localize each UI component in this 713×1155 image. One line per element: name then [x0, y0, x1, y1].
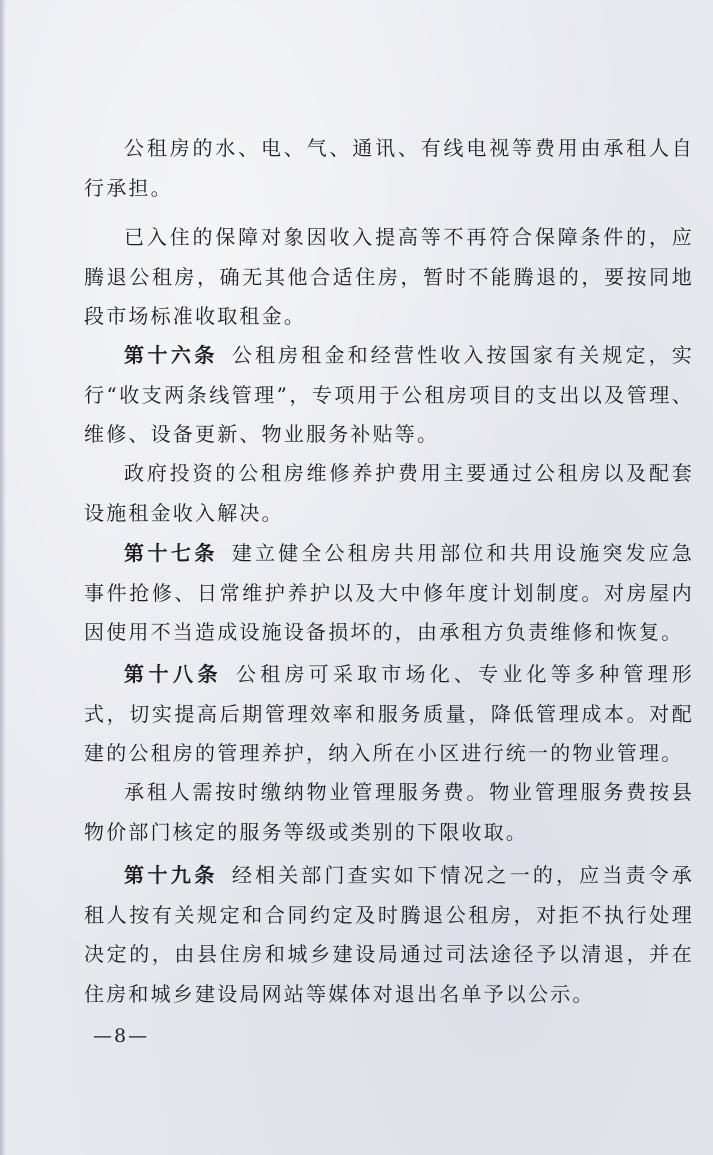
paragraph-maintenance-funding — [84, 454, 694, 533]
paragraph-text: 政府投资的公租房维修养护费用主要通过公租房以及配套设施租金收入解决。 — [84, 461, 694, 525]
article-label: 第十八条 — [124, 662, 223, 686]
article-label: 第十六条 — [124, 343, 218, 367]
page-number: —8— — [93, 1025, 150, 1047]
page-edge-shadow — [0, 0, 6, 1155]
article-16 — [84, 336, 694, 455]
paragraph-text: 建立健全公租房共用部位和共用设施突发应急事件抢修、日常维护养护以及大中修年度计划制度。对房屋内因使用不当造成设施设备损坏的，由承租方负责维修和恢复。 — [84, 541, 695, 644]
article-label: 第十七条 — [124, 541, 218, 565]
paragraph-text: 经相关部门查实如下情况之一的，应当责令承租人按有关规定和合同约定及时腾退公租房，对拒不执行处理决定的，由县住房和城乡建设局通过司法途径予以清退，并在住房和城乡建设局网站等媒体对退出名单予以公示。 — [84, 863, 695, 1006]
paragraph-text: 公租房可采取市场化、专业化等多种管理形式，切实提高后期管理效率和服务质量，降低管理成本。对配建的公租房的管理养护，纳入所在小区进行统一的物业管理。 — [84, 662, 694, 765]
paragraph-vacate-housing — [84, 218, 694, 337]
paragraph-text: 承租人需按时缴纳物业管理服务费。物业管理服务费按县物价部门核定的服务等级或类别的下限收取。 — [84, 780, 694, 844]
paragraph-utility-costs — [84, 129, 694, 208]
paragraph-text: 公租房租金和经营性收入按国家有关规定，实行“收支两条线管理”，专项用于公租房项目的支出以及管理、维修、设备更新、物业服务补贴等。 — [84, 343, 695, 446]
paragraph-property-fee — [84, 773, 694, 852]
article-17 — [84, 534, 694, 653]
paragraph-text: 已入住的保障对象因收入提高等不再符合保障条件的，应腾退公租房，确无其他合适住房，暂时不能腾退的，要按同地段市场标准收取租金。 — [84, 225, 694, 328]
article-18 — [84, 655, 694, 774]
paragraph-text: 公租房的水、电、气、通讯、有线电视等费用由承租人自行承担。 — [84, 136, 694, 200]
article-19 — [84, 856, 694, 1014]
article-label: 第十九条 — [124, 863, 218, 887]
